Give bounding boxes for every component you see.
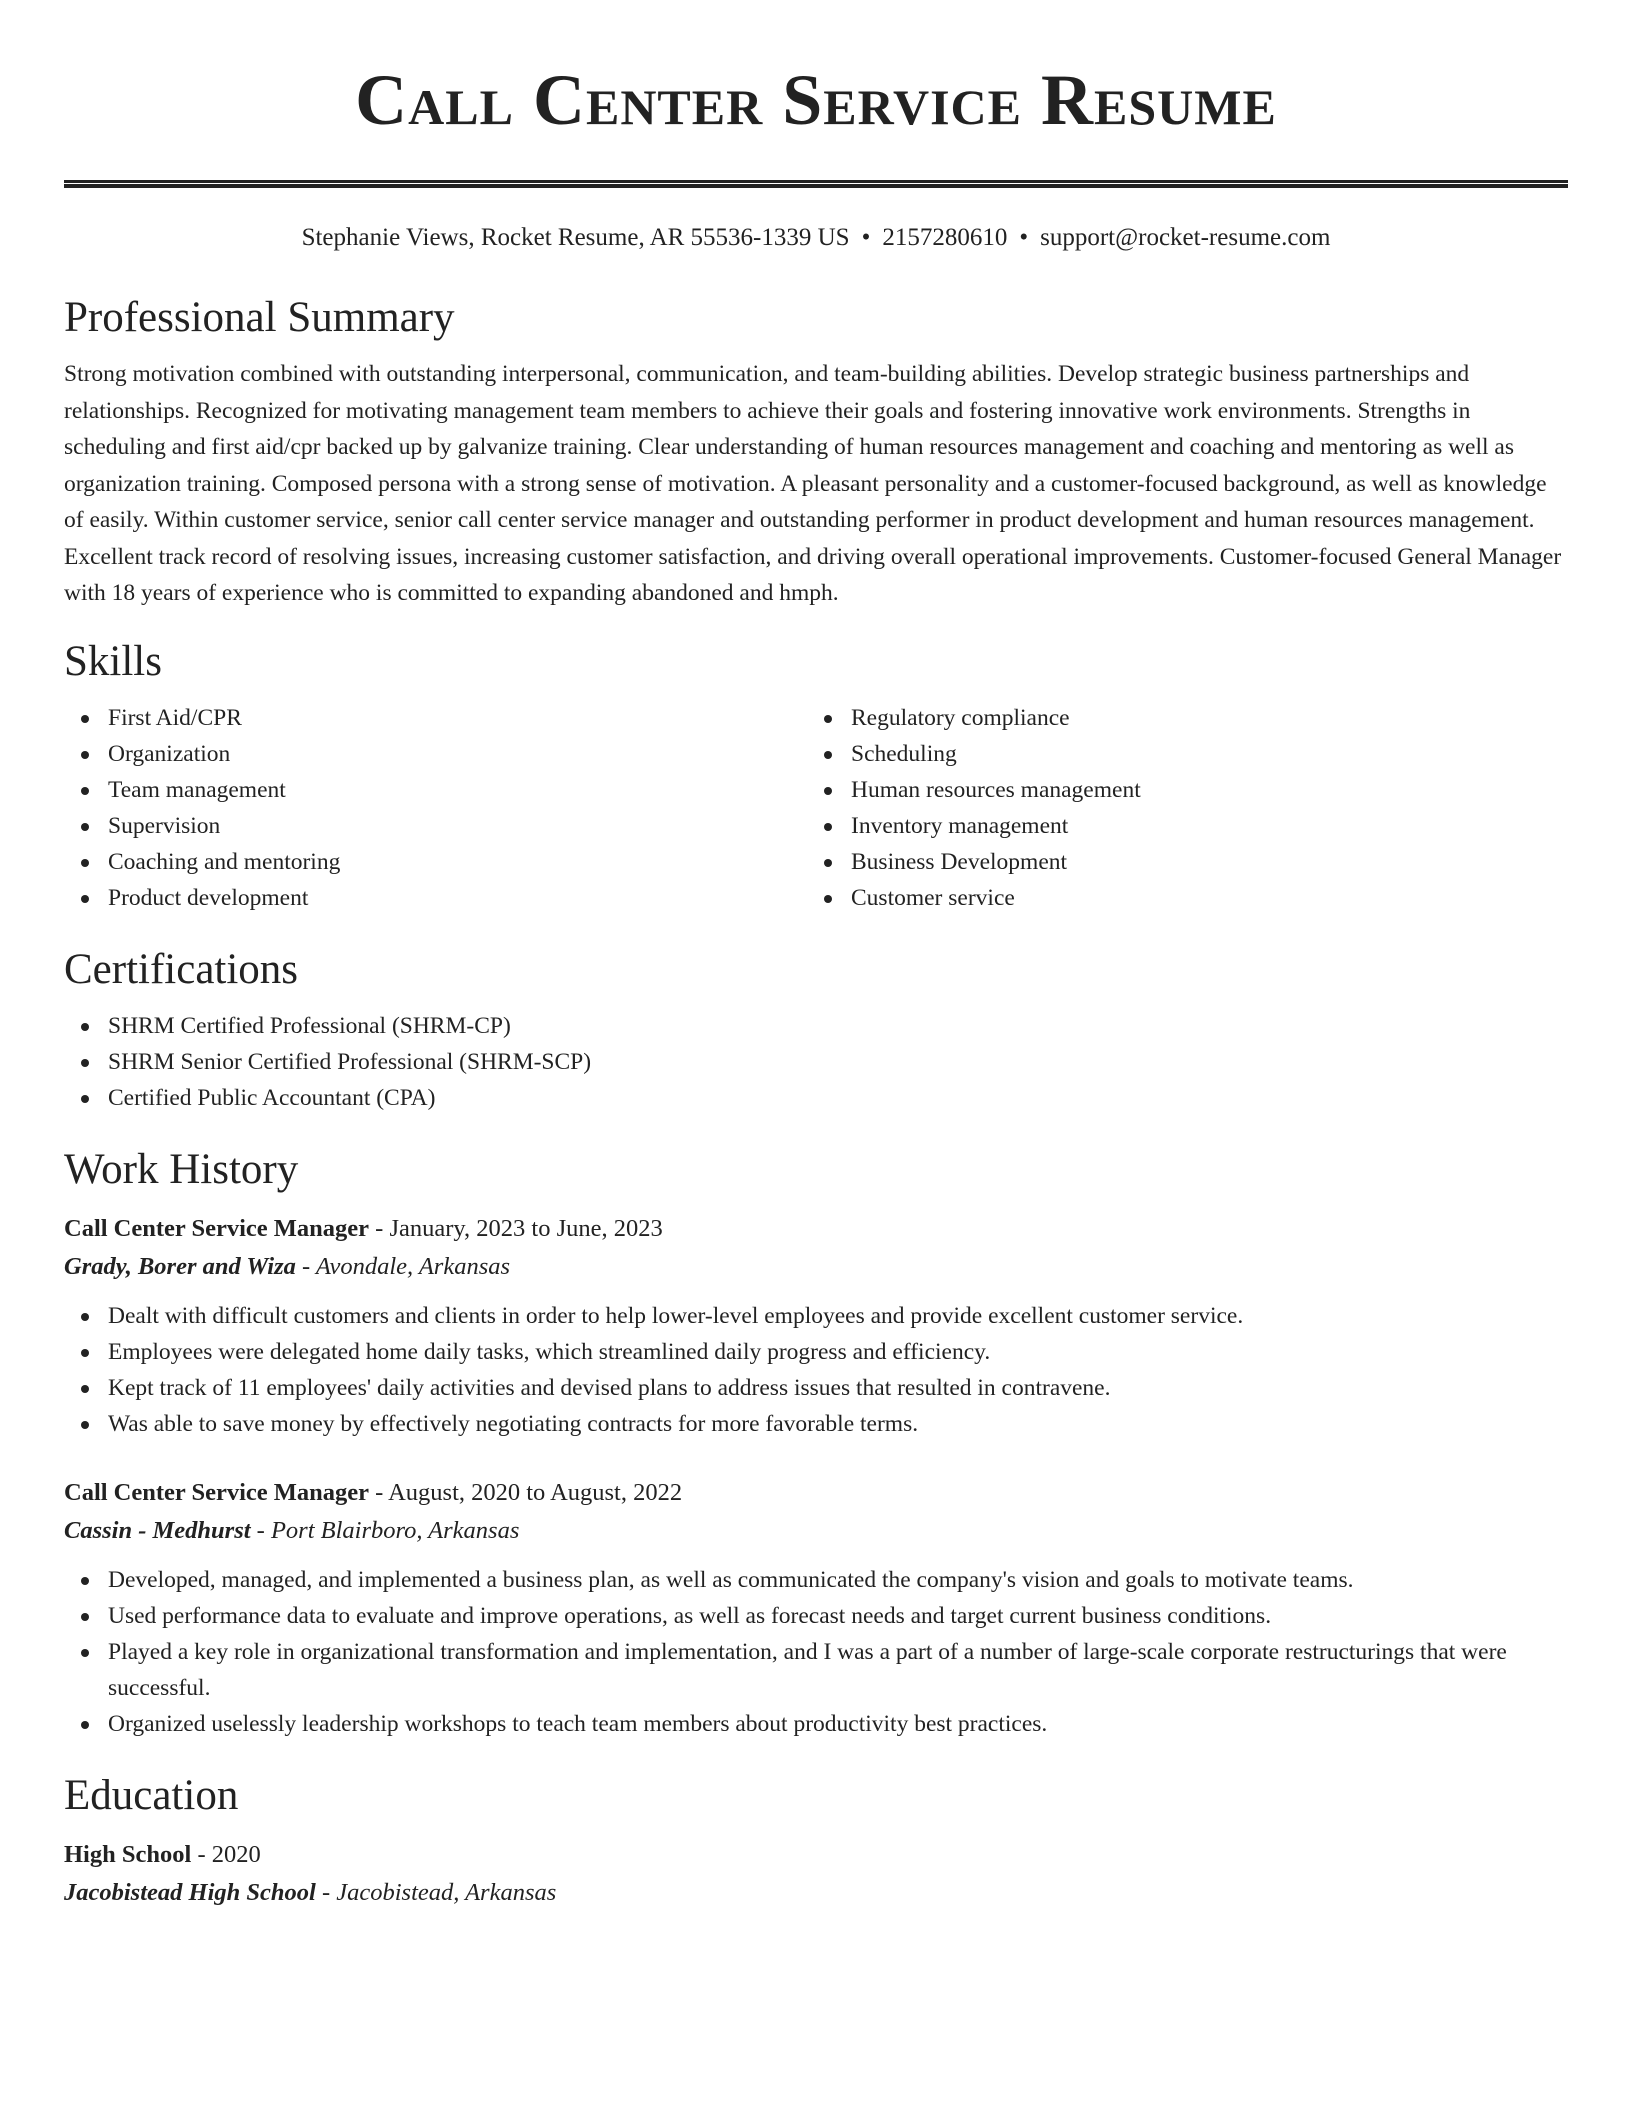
skill-item: Coaching and mentoring: [64, 844, 807, 880]
skill-item: Business Development: [807, 844, 1550, 880]
job-duty-item: Was able to save money by effectively negotiating contracts for more favorable terms.: [64, 1406, 1568, 1442]
education-year: - 2020: [191, 1840, 261, 1868]
skill-item: First Aid/CPR: [64, 700, 807, 736]
summary-text: Strong motivation combined with outstanding interpersonal, communication, and team-building abilities. Develop strategic business partnerships and relationships. Recognized for motivating management team members to achieve their goals and fostering innovative work environments. Strengths in scheduling and first aid/cpr backed up by galvanize training. Clear understanding of human resources management and coaching and mentoring as well as organization training. Composed persona with a strong sense of motivation. A pleasant personality and a customer-focused background, as well as knowledge of easily. Within customer service, senior call center service manager and outstanding performer in product development and human resources management. Excellent track record of resolving issues, increasing customer satisfaction, and driving overall operational improvements. Customer-focused General Manager with 18 years of experience who is committed to expanding abandoned and hmph.: [64, 361, 1562, 606]
job-company-line: [64, 1248, 1568, 1286]
certification-item: SHRM Senior Certified Professional (SHRM-SCP): [64, 1044, 1568, 1080]
skill-item: Human resources management: [807, 772, 1550, 808]
skill-item: Customer service: [807, 880, 1550, 916]
skill-item: Product development: [64, 880, 807, 916]
education-school-line: [64, 1874, 1568, 1912]
job-location: - Avondale, Arkansas: [295, 1252, 511, 1280]
contact-address: Stephanie Views, Rocket Resume, AR 55536-1339 US: [301, 224, 850, 251]
education-school: Jacobistead High School: [64, 1878, 316, 1906]
work-history-heading: Work History: [64, 1145, 299, 1193]
education-degree: High School: [64, 1840, 192, 1868]
skills-heading: Skills: [64, 637, 162, 685]
contact-phone: 2157280610: [882, 224, 1008, 251]
title-divider: [64, 180, 1568, 188]
education-heading: Education: [64, 1771, 239, 1819]
skill-item: Scheduling: [807, 736, 1550, 772]
job-duty-item: Kept track of 11 employees' daily activities and devised plans to address issues that resulted in contravene.: [64, 1370, 1568, 1406]
job-title-line: [64, 1210, 1568, 1248]
skill-item: Team management: [64, 772, 807, 808]
contact-email: support@rocket-resume.com: [1040, 224, 1331, 251]
summary-heading: Professional Summary: [64, 294, 455, 341]
job-dates: - January, 2023 to June, 2023: [369, 1214, 663, 1242]
job-company: Cassin - Medhurst: [64, 1516, 251, 1544]
skills-column-right: [807, 700, 1550, 916]
job-duty-item: Played a key role in organizational transformation and implementation, and I was a part of a number of large-scale corporate restructurings that were successful.: [64, 1634, 1568, 1706]
resume-title: Call Center Service Resume: [355, 60, 1277, 140]
certifications-list: [64, 1008, 1568, 1116]
job-company: Grady, Borer and Wiza: [64, 1252, 296, 1280]
certification-item: Certified Public Accountant (CPA): [64, 1080, 1568, 1116]
contact-line: [64, 222, 1568, 254]
contact-separator: •: [1019, 224, 1029, 251]
job-title: Call Center Service Manager: [64, 1214, 370, 1242]
education-entry: [64, 1836, 1568, 1912]
job-duty-item: Used performance data to evaluate and improve operations, as well as forecast needs and target current business conditions.: [64, 1598, 1568, 1634]
contact-separator: •: [861, 224, 871, 251]
education-degree-line: [64, 1836, 1568, 1874]
skill-item: Regulatory compliance: [807, 700, 1550, 736]
job-duties: [64, 1562, 1568, 1742]
certifications-heading: Certifications: [64, 945, 299, 993]
skill-item: Inventory management: [807, 808, 1550, 844]
job-title-line: [64, 1474, 1568, 1512]
job-duty-item: Employees were delegated home daily tasks, which streamlined daily progress and efficiency.: [64, 1334, 1568, 1370]
job-location: - Port Blairboro, Arkansas: [250, 1516, 520, 1544]
job-duty-item: Developed, managed, and implemented a business plan, as well as communicated the company's vision and goals to motivate teams.: [64, 1562, 1568, 1598]
job-duty-item: Dealt with difficult customers and clients in order to help lower-level employees and provide excellent customer service.: [64, 1298, 1568, 1334]
skills-list: [64, 700, 1568, 916]
job-entry: [64, 1474, 1568, 1742]
certification-item: SHRM Certified Professional (SHRM-CP): [64, 1008, 1568, 1044]
education-location: - Jacobistead, Arkansas: [315, 1878, 557, 1906]
job-duty-item: Organized uselessly leadership workshops to teach team members about productivity best practices.: [64, 1706, 1568, 1742]
job-company-line: [64, 1512, 1568, 1550]
job-title: Call Center Service Manager: [64, 1478, 370, 1506]
skill-item: Supervision: [64, 808, 807, 844]
job-dates: - August, 2020 to August, 2022: [369, 1478, 683, 1506]
skills-column-left: [64, 700, 807, 916]
skill-item: Organization: [64, 736, 807, 772]
job-duties: [64, 1298, 1568, 1442]
job-entry: [64, 1210, 1568, 1442]
